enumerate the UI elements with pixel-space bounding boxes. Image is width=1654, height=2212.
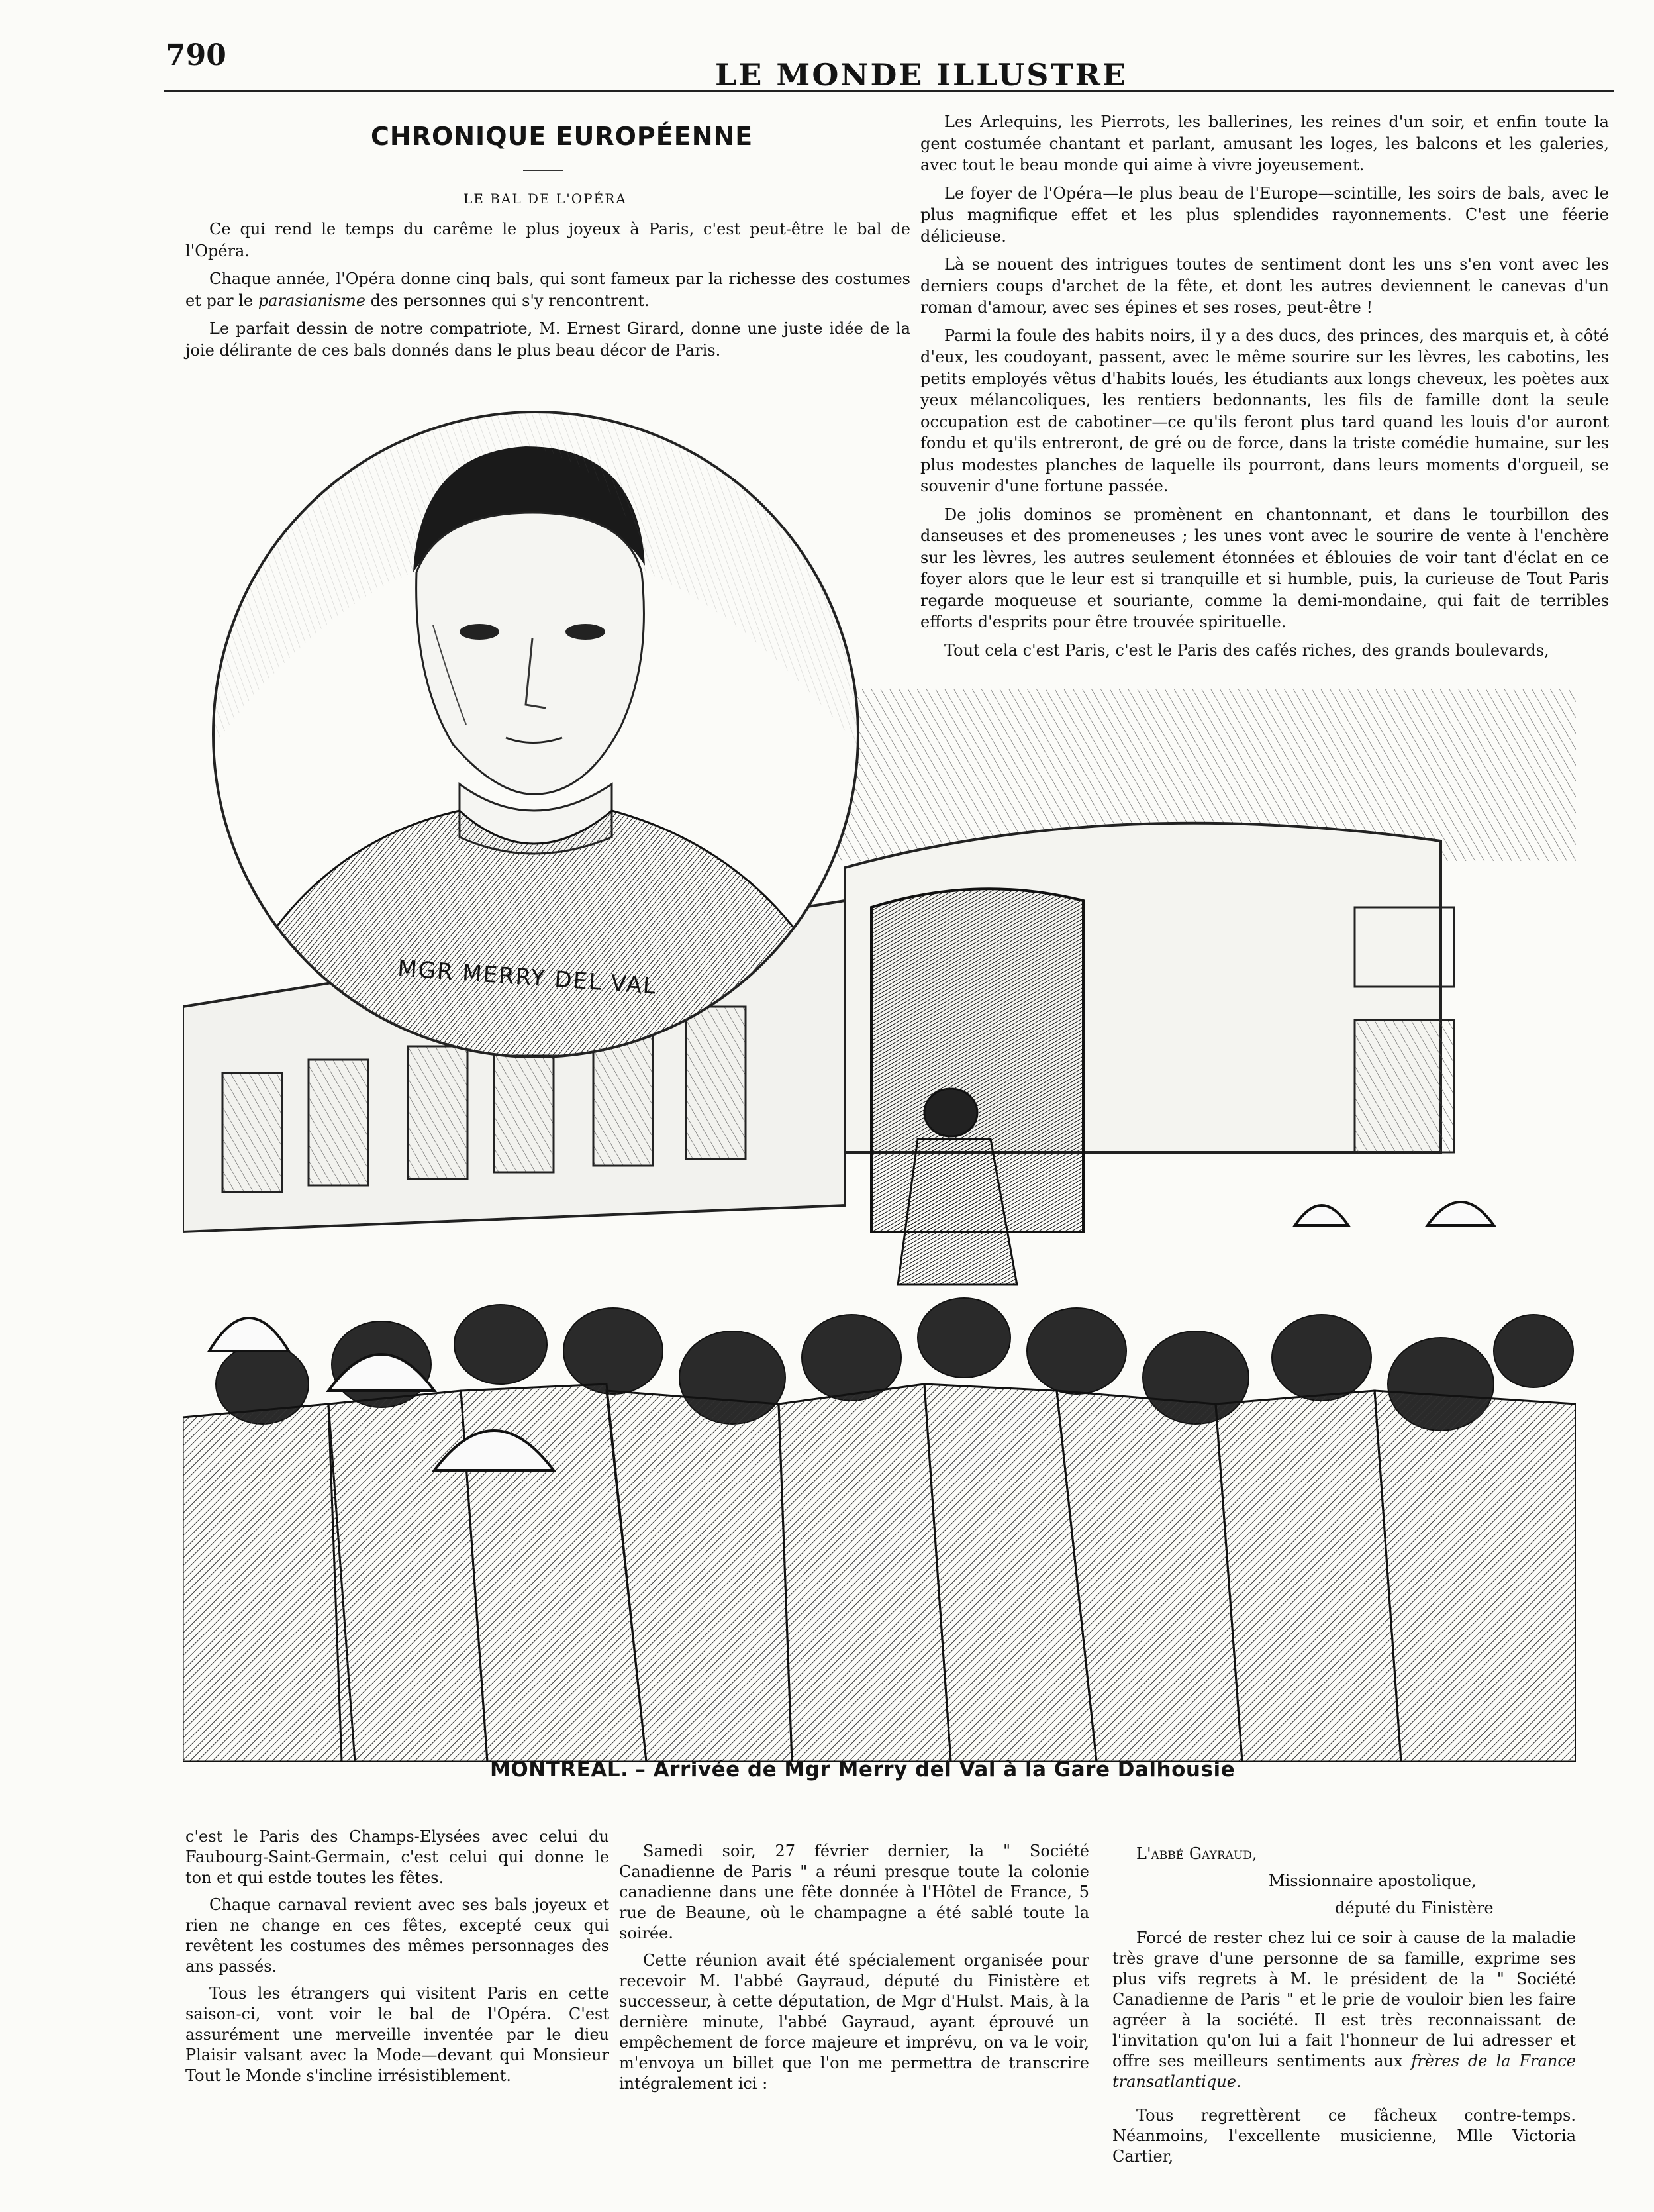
paragraph: Le foyer de l'Opéra—le plus beau de l'Europe—scintille, les soirs de bals, avec le plus magnifique effet et les plus splendides rayonnements. C'est une féerie délicieuse. xyxy=(920,183,1609,246)
paragraph: Ce qui rend le temps du carême le plus joyeux à Paris, c'est peut-être le bal de l'Opéra. xyxy=(185,220,910,260)
crowd-bodies xyxy=(183,1384,1576,1762)
paragraph: Chaque carnaval revient avec ses bals joyeux et rien ne change en ces fêtes, excepté ceux qui revêtent les costumes des mêmes personnages des ans passés. xyxy=(185,1895,609,1976)
article-right-column xyxy=(920,111,1609,668)
paragraph: De jolis dominos se promènent en chantonnant, et dans le tourbillon des danseuses et des promeneuses ; les unes vont avec le sourire de vente à l'enchère sur les lèvres, les autres seulement étonnées et éblouies de voir tant d'éclat en ce foyer alors que le leur est si tranquille et si humble, puis, la curieuse de Tout Paris regarde moqueuse et souriante, comme la demi-mondaine, qui fait de terribles efforts d'esprits pour être trouvée spirituelle. xyxy=(920,505,1609,631)
caption-place: MONTREAL. xyxy=(490,1758,629,1782)
masthead: LE MONDE ILLUSTRE xyxy=(715,57,1128,93)
paragraph xyxy=(185,268,910,311)
paragraph-text: Forcé de rester chez lui ce soir à cause de la maladie très grave d'une personne de sa famille, exprime ses plus vifs regrets à M. le président de la " Société Canadienne de Paris " et le prie de vouloir bien les faire agréer à la société. Il est très reconnaissant de l'invitation qu'on lui a fait l'honneur de lui adresser et offre ses meilleurs sentiments aux xyxy=(1112,1929,1576,2070)
article-subtitle: LE BAL DE L'OPÉRA xyxy=(463,191,627,207)
paragraph: Tout cela c'est Paris, c'est le Paris des cafés riches, des grands boulevards, xyxy=(944,640,1549,660)
paragraph: Le parfait dessin de notre compatriote, M. Ernest Girard, donne une juste idée de la joie délirante de ces bals donnés dans le plus beau décor de Paris. xyxy=(185,319,910,360)
portrait-engraving xyxy=(215,413,857,1056)
bottom-column-1 xyxy=(185,1827,609,2093)
paragraph: Les Arlequins, les Pierrots, les ballerines, les reines d'un soir, et enfin toute la gent costumée chantant et parlant, amusant les loges, les balcons et les galeries, avec tout le beau monde qui aime à vivre joyeusement. xyxy=(920,113,1609,174)
portrait-caption: MGR MERRY DEL VAL xyxy=(397,955,658,1000)
italic-term: parasianisme xyxy=(258,291,365,310)
portrait-medallion xyxy=(212,411,859,1058)
signature-name: L'abbé Gayraud, xyxy=(1136,1844,1257,1863)
caption-text: – Arrivée de Mgr Merry del Val à la Gare Dalhousie xyxy=(635,1758,1236,1782)
paragraph xyxy=(1112,1928,1576,2092)
signature-title: Missionnaire apostolique, xyxy=(1269,1872,1477,1890)
title-divider xyxy=(523,170,563,171)
illustration-caption xyxy=(490,1758,1235,1782)
header-rule xyxy=(164,90,1614,92)
paragraph-text: Chaque année, l'Opéra donne cinq bals, qui sont fameux par la richesse des costumes et par le xyxy=(185,270,910,310)
article-left-column xyxy=(185,219,910,368)
paragraph: Tous les étrangers qui visitent Paris en cette saison-ci, vont voir le bal de l'Opéra. C'est assurément une merveille inventée par le dieu Plaisir valsant avec la Mode—devant qui Monsieur Tout le Monde s'incline irrésistiblement. xyxy=(185,1984,609,2085)
paragraph: Parmi la foule des habits noirs, il y a des ducs, des princes, des marquis et, à côté d'eux, les coudoyant, passent, avec le même sourire sur les lèvres, les cabotins, les petits employés vêtus d'habits loués, les étudiants aux longs cheveux, les poètes aux yeux mélancoliques, les rentiers bedonnants, les fils de famille dont la seule occupation est de cabotiner—ce qu'ils feront plus tard quand les louis d'or auront fondu et qu'ils entreront, de gré ou de force, dans la triste comédie humaine, sur les plus modestes planches de laquelle ils pourront, dans leurs moments d'orgueil, se souvenir d'une fortune passée. xyxy=(920,326,1609,495)
italic-term: frères de la France transatlantique. xyxy=(1112,2052,1576,2091)
paragraph: Cette réunion avait été spécialement organisée pour recevoir M. l'abbé Gayraud, député du Finistère et successeur, à cette députation, de Mgr d'Hulst. Mais, à la dernière minute, l'abbé Gayraud, ayant éprouvé un empêchement de force majeure et imprévu, on va le voir, m'envoya un billet que l'on me permettra de transcrire intégralement ici : xyxy=(619,1951,1089,2093)
page-number: 790 xyxy=(166,38,226,72)
paragraph: Là se nouent des intrigues toutes de sentiment dont les uns s'en vont avec les derniers coups d'archet de la fête, et dont les autres deviennent le canevas d'un roman d'amour, avec ses épines et ses roses, peut-être ! xyxy=(920,255,1609,317)
bottom-column-3 xyxy=(1112,1844,1576,2174)
paragraph-text: des personnes qui s'y rencontrent. xyxy=(365,291,650,310)
signature-title: député du Finistère xyxy=(1335,1899,1494,1917)
bottom-column-2 xyxy=(619,1841,1089,2101)
article-title: CHRONIQUE EUROPÉENNE xyxy=(371,122,754,151)
paragraph: Samedi soir, 27 février dernier, la " Société Canadienne de Paris " a réuni presque toute la colonie canadienne dans une fête donnée à l'Hôtel de France, 5 rue de Beaune, où le champagne a été sablé toute la soirée. xyxy=(619,1842,1089,1942)
paragraph: Tous regrettèrent ce fâcheux contre-temps. Néanmoins, l'excellente musicienne, Mlle Victoria Cartier, xyxy=(1112,2106,1576,2166)
paragraph: c'est le Paris des Champs-Elysées avec celui du Faubourg-Saint-Germain, c'est celui qui donne le ton et qui estde toutes les fêtes. xyxy=(185,1827,609,1887)
